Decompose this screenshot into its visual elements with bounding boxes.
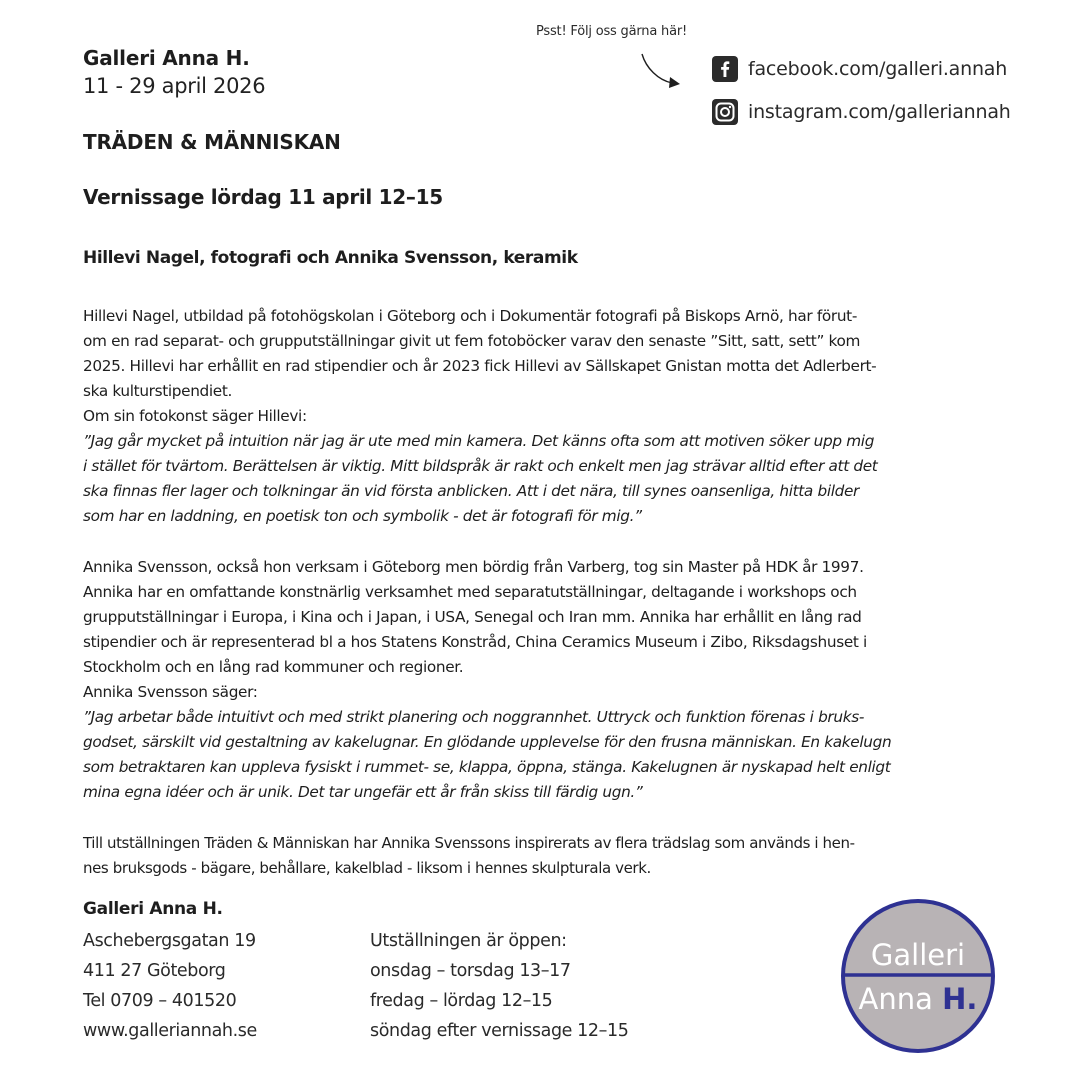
instagram-link[interactable] (712, 99, 1011, 125)
annika-bio (83, 555, 953, 705)
text-line: nes bruksgods - bägare, behållare, kakelblad - liksom i hennes skulpturala verk. (83, 859, 651, 877)
curved-arrow-icon (636, 50, 684, 90)
text-line: 2025. Hillevi har erhållit en rad stipendier och år 2023 fick Hillevi av Sällskapet Gnistan motta det Adlerbert- (83, 357, 877, 375)
text-line: ska kulturstipendiet. (83, 382, 233, 400)
hours-line: onsdag – torsdag 13–17 (370, 961, 571, 981)
postal-address: 411 27 Göteborg (83, 961, 226, 981)
quote-line: som har en laddning, en poetisk ton och symbolik - det är fotografi för mig.” (83, 507, 642, 525)
hillevi-bio (83, 304, 953, 429)
text-line: Stockholm och en lång rad kommuner och regioner. (83, 658, 464, 676)
text-line: Om sin fotokonst säger Hillevi: (83, 407, 307, 425)
text-line: grupputställningar i Europa, i Kina och i Japan, i USA, Senegal och Iran mm. Annika har erhållit en lång rad (83, 608, 862, 626)
logo-h: H. (942, 982, 978, 1016)
text-line: Annika Svensson säger: (83, 683, 258, 701)
text-line: stipendier och är representerad bl a hos Statens Konstråd, China Ceramics Museum i Zibo, Riksdagshuset i (83, 633, 867, 651)
gallery-logo (840, 898, 996, 1054)
quote-line: ska finnas fler lager och tolkningar än vid första anblicken. Att i det nära, till synes oansenliga, hitta bilder (83, 482, 859, 500)
footer-gallery-name: Galleri Anna H. (83, 899, 223, 919)
quote-line: ”Jag arbetar både intuitivt och med strikt planering och noggrannhet. Uttryck och funktion förenas i bruks- (83, 708, 865, 726)
hours-heading: Utställningen är öppen: (370, 931, 567, 951)
vernissage-info: Vernissage lördag 11 april 12–15 (83, 185, 443, 209)
phone-number: Tel 0709 – 401520 (83, 991, 237, 1011)
hours-line: söndag efter vernissage 12–15 (370, 1021, 629, 1041)
annika-quote (83, 705, 953, 805)
text-line: Hillevi Nagel, utbildad på fotohögskolan i Göteborg och i Dokumentär fotografi på Biskops Arnö, har förut- (83, 307, 857, 325)
quote-line: som betraktaren kan uppleva fysiskt i rummet- se, klappa, öppna, stänga. Kakelugnen är nyskapad helt enligt (83, 758, 891, 776)
facebook-link[interactable] (712, 56, 1007, 82)
quote-line: i stället för tvärtom. Berättelsen är viktig. Mitt bildspråk är rakt och enkelt men jag strävar alltid efter att det (83, 457, 878, 475)
logo-anna: Anna (858, 982, 943, 1016)
quote-line: mina egna idéer och är unik. Det tar ungefär ett år från skiss till färdig ugn.” (83, 783, 643, 801)
website-link[interactable]: www.galleriannah.se (83, 1021, 257, 1041)
contact-info (83, 926, 257, 1046)
hillevi-quote (83, 429, 953, 529)
text-line: Annika har en omfattande konstnärlig verksamhet med separatutställningar, deltagande i workshops och (83, 583, 857, 601)
instagram-label: instagram.com/galleriannah (748, 101, 1011, 123)
follow-prompt: Psst! Följ oss gärna här! (536, 24, 687, 39)
text-line: Annika Svensson, också hon verksam i Göteborg men bördig från Varberg, tog sin Master på HDK år 1997. (83, 558, 864, 576)
exhibition-description (83, 831, 953, 881)
instagram-icon (712, 99, 738, 125)
facebook-label: facebook.com/galleri.annah (748, 58, 1008, 80)
exhibition-title: TRÄDEN & MÄNNISKAN (83, 130, 341, 154)
exhibition-dates: 11 - 29 april 2026 (83, 74, 266, 98)
hours-line: fredag – lördag 12–15 (370, 991, 553, 1011)
opening-hours (370, 926, 628, 1046)
gallery-name: Galleri Anna H. (83, 46, 250, 70)
facebook-icon (712, 56, 738, 82)
quote-line: ”Jag går mycket på intuition när jag är ute med min kamera. Det känns ofta som att motiven söker upp mig (83, 432, 875, 450)
text-line: Till utställningen Träden & Människan har Annika Svenssons inspirerats av flera trädslag som används i hen- (83, 834, 855, 852)
artists-subtitle: Hillevi Nagel, fotografi och Annika Svensson, keramik (83, 248, 578, 268)
street-address: Aschebergsgatan 19 (83, 931, 256, 951)
logo-line1: Galleri (870, 938, 966, 972)
logo-line2 (859, 982, 978, 1016)
quote-line: godset, särskilt vid gestaltning av kakelugnar. En glödande upplevelse för den frusna människan. En kakelugn (83, 733, 892, 751)
text-line: om en rad separat- och grupputställningar givit ut fem fotoböcker varav den senaste ”Sitt, satt, sett” kom (83, 332, 861, 350)
